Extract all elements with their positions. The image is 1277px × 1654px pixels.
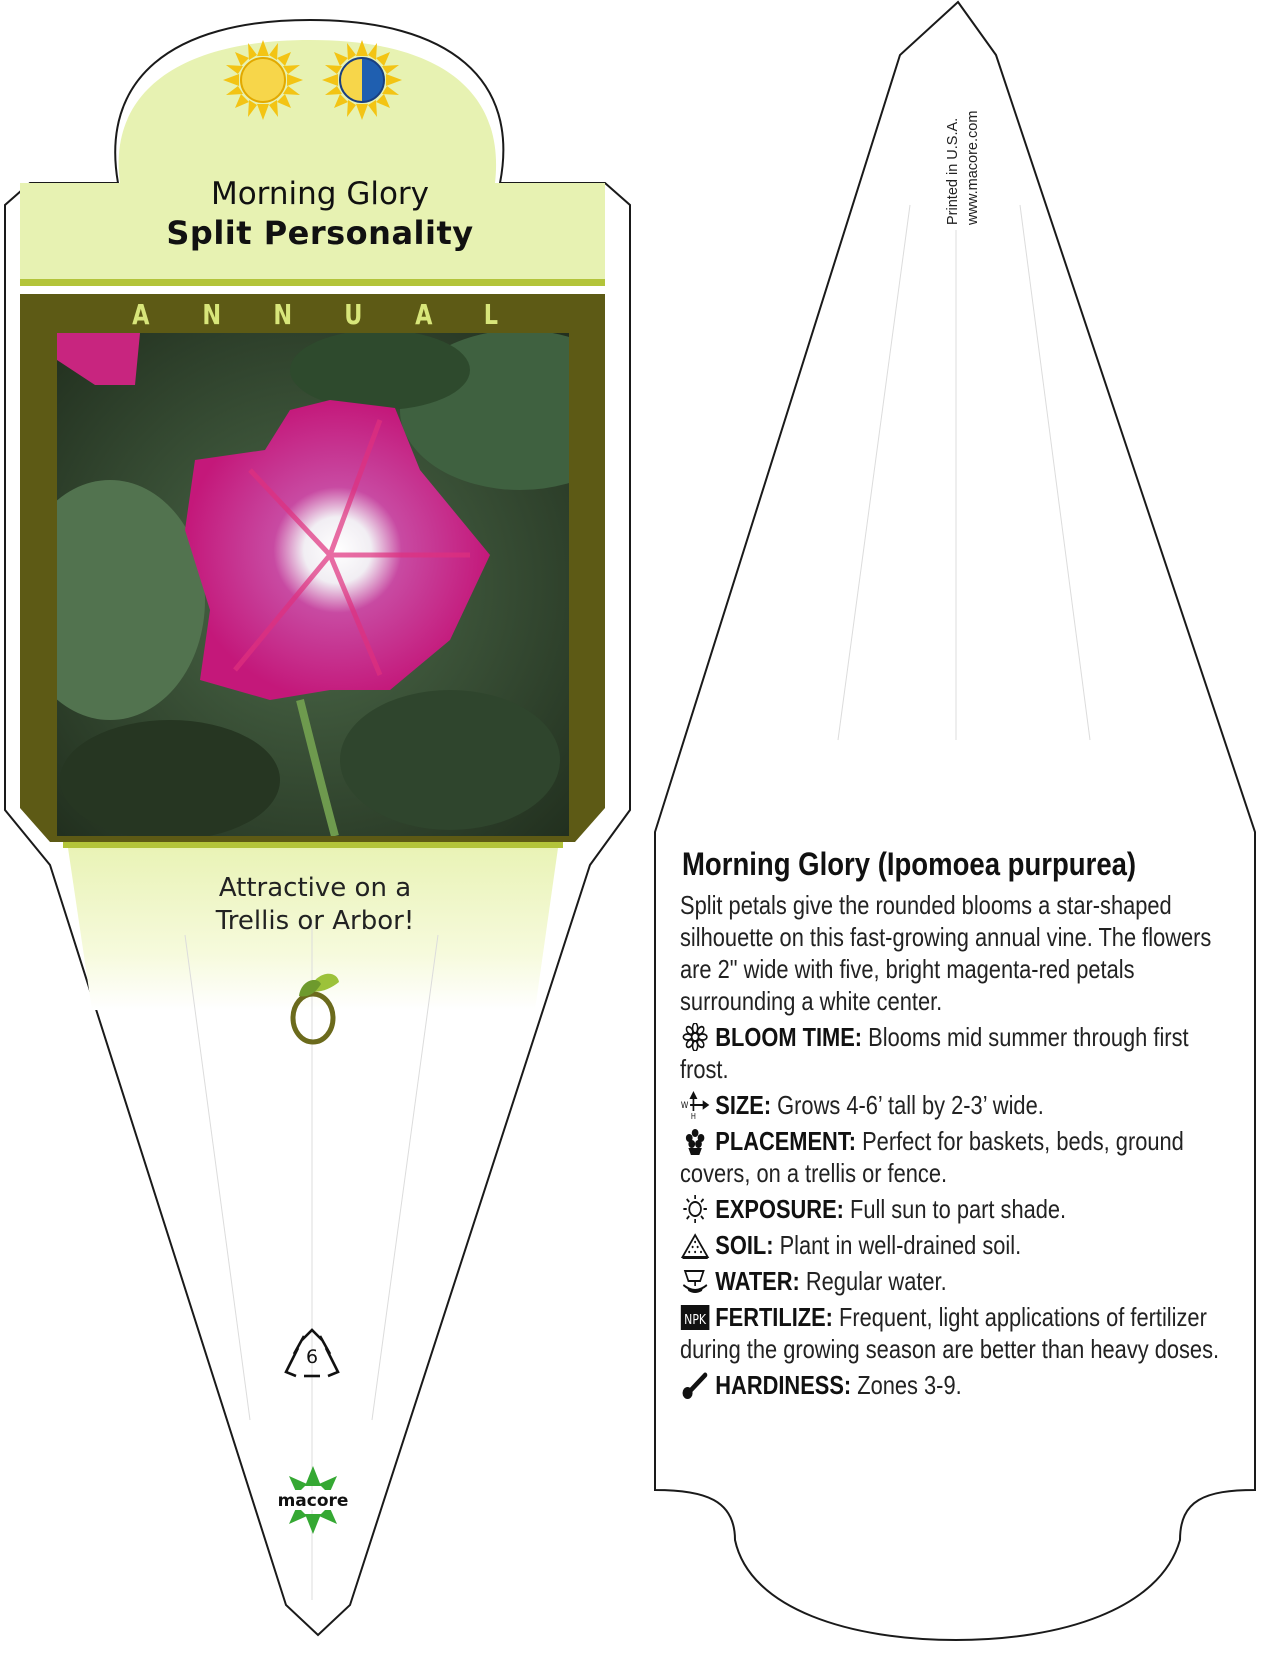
bloom-time-label: BLOOM TIME: — [715, 1022, 863, 1052]
brand-name: macore — [277, 1491, 349, 1511]
water-label: WATER: — [715, 1266, 800, 1296]
thermometer-icon — [680, 1371, 710, 1399]
fertilize-label: FERTILIZE: — [715, 1302, 833, 1332]
soil-mound-icon — [680, 1231, 710, 1259]
flower-pot-icon — [680, 1127, 710, 1155]
tagline-line2: Trellis or Arbor! — [215, 906, 415, 936]
size-arrows-icon — [680, 1091, 710, 1119]
sun-icon — [680, 1195, 710, 1223]
size-text: Grows 4-6’ tall by 2-3’ wide. — [771, 1090, 1044, 1120]
fertilize-row — [680, 1301, 1234, 1365]
type-letter: U — [344, 298, 363, 331]
printer-website: www.macore.com — [965, 110, 981, 225]
plant-description: Split petals give the rounded blooms a star-shaped silhouette on this fast-growing annual vine. The flowers are 2" wide with five, bright magenta-red petals surrounding a white center. — [680, 890, 1212, 1016]
hardiness-row — [680, 1369, 1234, 1401]
water-row — [680, 1265, 1234, 1297]
full-sun-icon — [223, 40, 303, 120]
size-label: SIZE: — [715, 1090, 772, 1120]
fertilize-text: Frequent, light applications of fertilizer during the growing season are better than heavy doses. — [680, 1302, 1220, 1364]
hardiness-label: HARDINESS: — [715, 1370, 852, 1400]
front-title-line1: Morning Glory — [210, 176, 430, 212]
water-text: Regular water. — [799, 1266, 947, 1296]
type-letter: N — [201, 298, 221, 331]
watering-can-icon — [680, 1267, 710, 1295]
part-sun-icon — [322, 40, 402, 120]
type-letter: A — [132, 298, 150, 331]
exposure-text: Full sun to part shade. — [843, 1194, 1067, 1224]
flower-icon — [680, 1023, 710, 1051]
bloom-time-row — [680, 1021, 1234, 1085]
tagline — [120, 872, 510, 938]
recycle-code: 6 — [305, 1346, 319, 1368]
type-letter: A — [414, 298, 433, 331]
exposure-row — [680, 1193, 1234, 1225]
placement-text: Perfect for baskets, beds, ground covers, on a trellis or fence. — [680, 1126, 1184, 1188]
type-label — [130, 298, 500, 331]
placement-label: PLACEMENT: — [715, 1126, 857, 1156]
placement-row — [680, 1125, 1234, 1189]
npk-icon — [680, 1303, 710, 1331]
soil-label: SOIL: — [715, 1230, 774, 1260]
size-h-letter: H — [690, 1111, 696, 1119]
exposure-label: EXPOSURE: — [715, 1194, 844, 1224]
soil-text: Plant in well-drained soil. — [773, 1230, 1022, 1260]
npk-text: NPK — [684, 1312, 707, 1328]
tagline-line1: Attractive on a — [218, 873, 412, 903]
plant-heading: Morning Glory (Ipomoea purpurea) — [682, 846, 1137, 882]
size-row — [680, 1089, 1234, 1121]
morning-glory-photo — [15, 330, 640, 840]
type-letter: L — [483, 298, 499, 331]
bloom-time-text: Blooms mid summer through first frost. — [680, 1022, 1189, 1084]
front-title-line2: Split Personality — [166, 214, 474, 252]
printed-in: Printed in U.S.A. — [945, 117, 961, 225]
printer-info — [943, 55, 981, 225]
hardiness-text: Zones 3-9. — [851, 1370, 962, 1400]
size-w-letter: W — [680, 1099, 689, 1111]
soil-row — [680, 1229, 1234, 1261]
type-letter: N — [273, 298, 292, 331]
care-info — [680, 846, 1250, 1401]
